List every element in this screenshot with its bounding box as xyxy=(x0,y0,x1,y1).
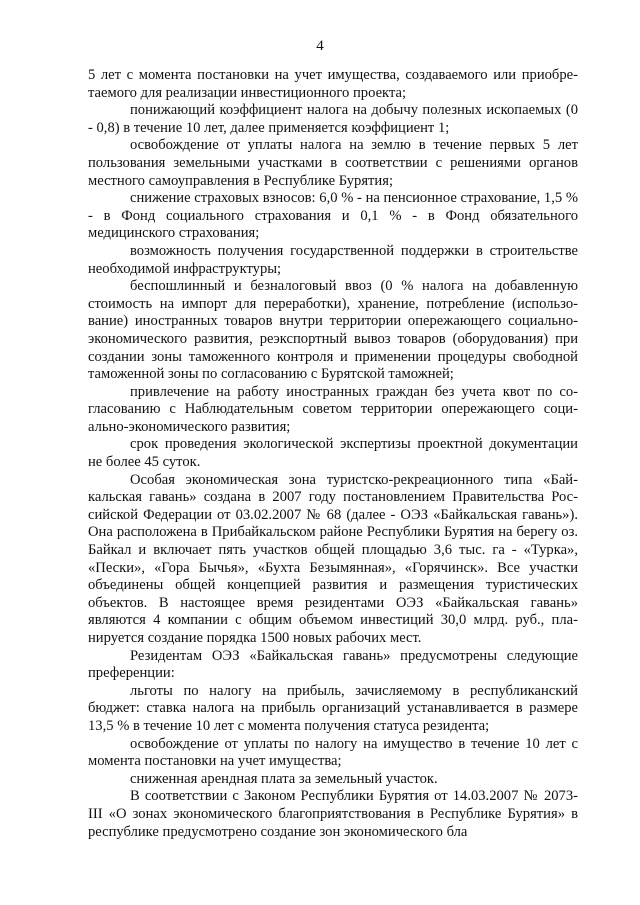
document-body xyxy=(88,67,578,841)
paragraph-land-tax: освобождение от уплаты налога на землю в течение первых 5 лет пользования земельными участками в соответствии с решениями органов местного самоуправления в Республике Бурятия; xyxy=(88,137,578,189)
paragraph-customs: беспошлинный и безналоговый ввоз (0 % налога на добавленную стоимость на импорт для переработки), хранение, потребление (использование) иностранных товаров внутри территории опережающего социально-экономического развития, реэкспортный вывоз товаров (оборудования) при создании зоны таможенного контроля и применении процедуры свободной таможенной зоны по согласованию с Бурятской таможней; xyxy=(88,278,578,383)
paragraph-land-rent: сниженная арендная плата за земельный участок. xyxy=(130,770,438,787)
paragraph-state-support: возможность получения государственной поддержки в строительстве необходимой инфраструктуры; xyxy=(88,242,578,277)
paragraph-baikal-harbor: Особая экономическая зона туристско-рекреационного типа «Байкальская гавань» создана в 2007 году постановлением Правительства Российской Федерации от 03.02.2007 № 68 (далее - ОЭЗ «Байкальская гавань»). Она расположена в Прибайкальском районе Республики Бурятия на берегу оз. Байкал и включает пять участков общей площадью 3,6 тыс. га - «Турка», «Пески», «Гора Бычья», «Бухта Безымянная», «Горячинск». Все участки объединены общей концепцией развития и размещения туристических объектов. В настоящее время резидентами ОЭЗ «Байкальская гавань» являются 4 компании с общим объемом инвестиций 30,0 млрд. руб., планируется создание порядка 1500 новых рабочих мест. xyxy=(88,471,578,646)
page-number: 4 xyxy=(316,38,324,54)
paragraph-mineral-tax: понижающий коэффициент налога на добычу полезных ископаемых (0 - 0,8) в течение 10 лет, далее применяется коэффициент 1; xyxy=(88,102,578,136)
paragraph-insurance: снижение страховых взносов: 6,0 % - на пенсионное страхование, 1,5 % - в Фонд социального страхования и 0,1 % - в Фонд обязательного медицинского страхования; xyxy=(88,190,578,242)
paragraph-foreign-workers: привлечение на работу иностранных граждан без учета квот по согласованию с Наблюдательным советом территории опережающего социально-экономического развития; xyxy=(88,383,578,435)
paragraph-profit-tax: льготы по налогу на прибыль, зачисляемому в республиканский бюджет: ставка налога на прибыль организаций устанавливается в размере 13,5 % в течение 10 лет с момента получения статуса резидента; xyxy=(88,682,578,734)
paragraph-ecology-review: срок проведения экологической экспертизы проектной документации не более 45 суток. xyxy=(88,436,578,471)
paragraph-continuation: 5 лет с момента постановки на учет имущества, создаваемого или приобретаемого для реализации инвестиционного проекта; xyxy=(88,67,578,101)
paragraph-property-tax: освобождение от уплаты по налогу на имущество в течение 10 лет с момента постановки на учет имущества; xyxy=(88,735,578,770)
paragraph-residents-preferences: Резидентам ОЭЗ «Байкальская гавань» предусмотрены следующие преференции: xyxy=(88,647,578,682)
paragraph-law-reference: В соответствии с Законом Республики Бурятия от 14.03.2007 № 2073-III «О зонах экономического благоприятствования в Республике Бурятия» в республике предусмотрено создание зон экономического бла xyxy=(88,788,578,840)
